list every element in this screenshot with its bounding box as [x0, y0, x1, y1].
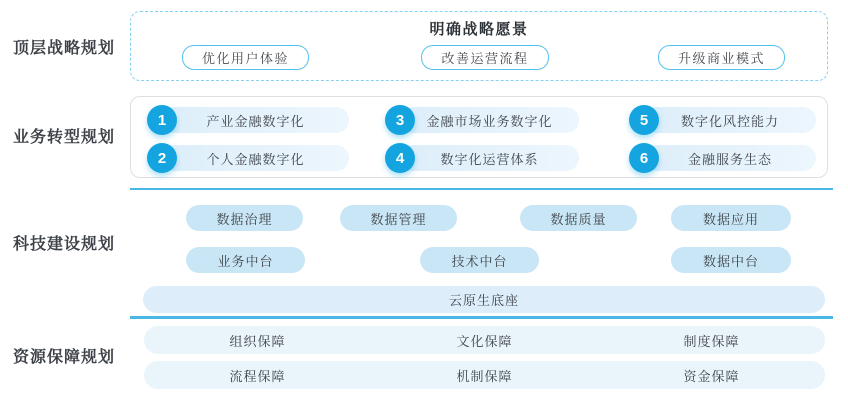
- guarantee-culture: 文化保障: [456, 333, 513, 349]
- transform-item-label: 产业金融数字化: [162, 107, 349, 133]
- transform-item-label: 金融市场业务数字化: [400, 107, 579, 133]
- transform-item-label: 个人金融数字化: [162, 145, 349, 171]
- number-badge-5: 5: [629, 105, 659, 135]
- transform-item-label: 金融服务生态: [644, 145, 816, 171]
- tier-label-resource-guarantee: 资源保障规划: [13, 349, 116, 366]
- vision-title: 明确战略愿景: [429, 21, 529, 38]
- guarantee-process: 流程保障: [229, 368, 286, 384]
- number-badge-1: 1: [147, 105, 177, 135]
- tech-pill-data-governance: 数据治理: [186, 205, 303, 231]
- guarantee-funds: 资金保障: [683, 368, 740, 384]
- transform-item-label: 数字化运营体系: [400, 145, 579, 171]
- transform-item-3: [385, 105, 579, 135]
- tech-pill-data-management: 数据管理: [340, 205, 457, 231]
- guarantee-organization: 组织保障: [229, 333, 286, 349]
- transform-item-label: 数字化风控能力: [644, 107, 816, 133]
- separator-line-2: [130, 316, 833, 319]
- separator-line-1: [130, 188, 833, 190]
- number-badge-4: 4: [385, 143, 415, 173]
- guarantee-mechanism: 机制保障: [456, 368, 513, 384]
- vision-node-user-experience: 优化用户体验: [182, 45, 309, 70]
- number-badge-3: 3: [385, 105, 415, 135]
- tech-pill-technology-platform: 技术中台: [420, 247, 539, 273]
- vision-node-operation-process: 改善运营流程: [421, 45, 549, 70]
- tech-pill-business-platform: 业务中台: [186, 247, 305, 273]
- guarantee-bar-row2: [144, 361, 825, 389]
- tech-pill-cloud-native-base: 云原生底座: [143, 286, 825, 313]
- transform-item-2: [147, 143, 349, 173]
- tier-label-business-transform: 业务转型规划: [13, 129, 116, 146]
- transform-item-6: [629, 143, 816, 173]
- tech-pill-data-application: 数据应用: [671, 205, 791, 231]
- tier-label-tech-build: 科技建设规划: [13, 236, 116, 253]
- transform-item-4: [385, 143, 579, 173]
- vision-dashed-box: [130, 11, 828, 81]
- number-badge-2: 2: [147, 143, 177, 173]
- tech-pill-data-quality: 数据质量: [520, 205, 637, 231]
- transform-item-5: [629, 105, 816, 135]
- transform-items-box: [130, 96, 828, 178]
- tech-pill-data-platform: 数据中台: [671, 247, 791, 273]
- number-badge-6: 6: [629, 143, 659, 173]
- vision-node-business-model: 升级商业模式: [658, 45, 785, 70]
- guarantee-system: 制度保障: [683, 333, 740, 349]
- tier-label-top-strategy: 顶层战略规划: [13, 40, 116, 57]
- transform-item-1: [147, 105, 349, 135]
- guarantee-bar-row1: [144, 326, 825, 354]
